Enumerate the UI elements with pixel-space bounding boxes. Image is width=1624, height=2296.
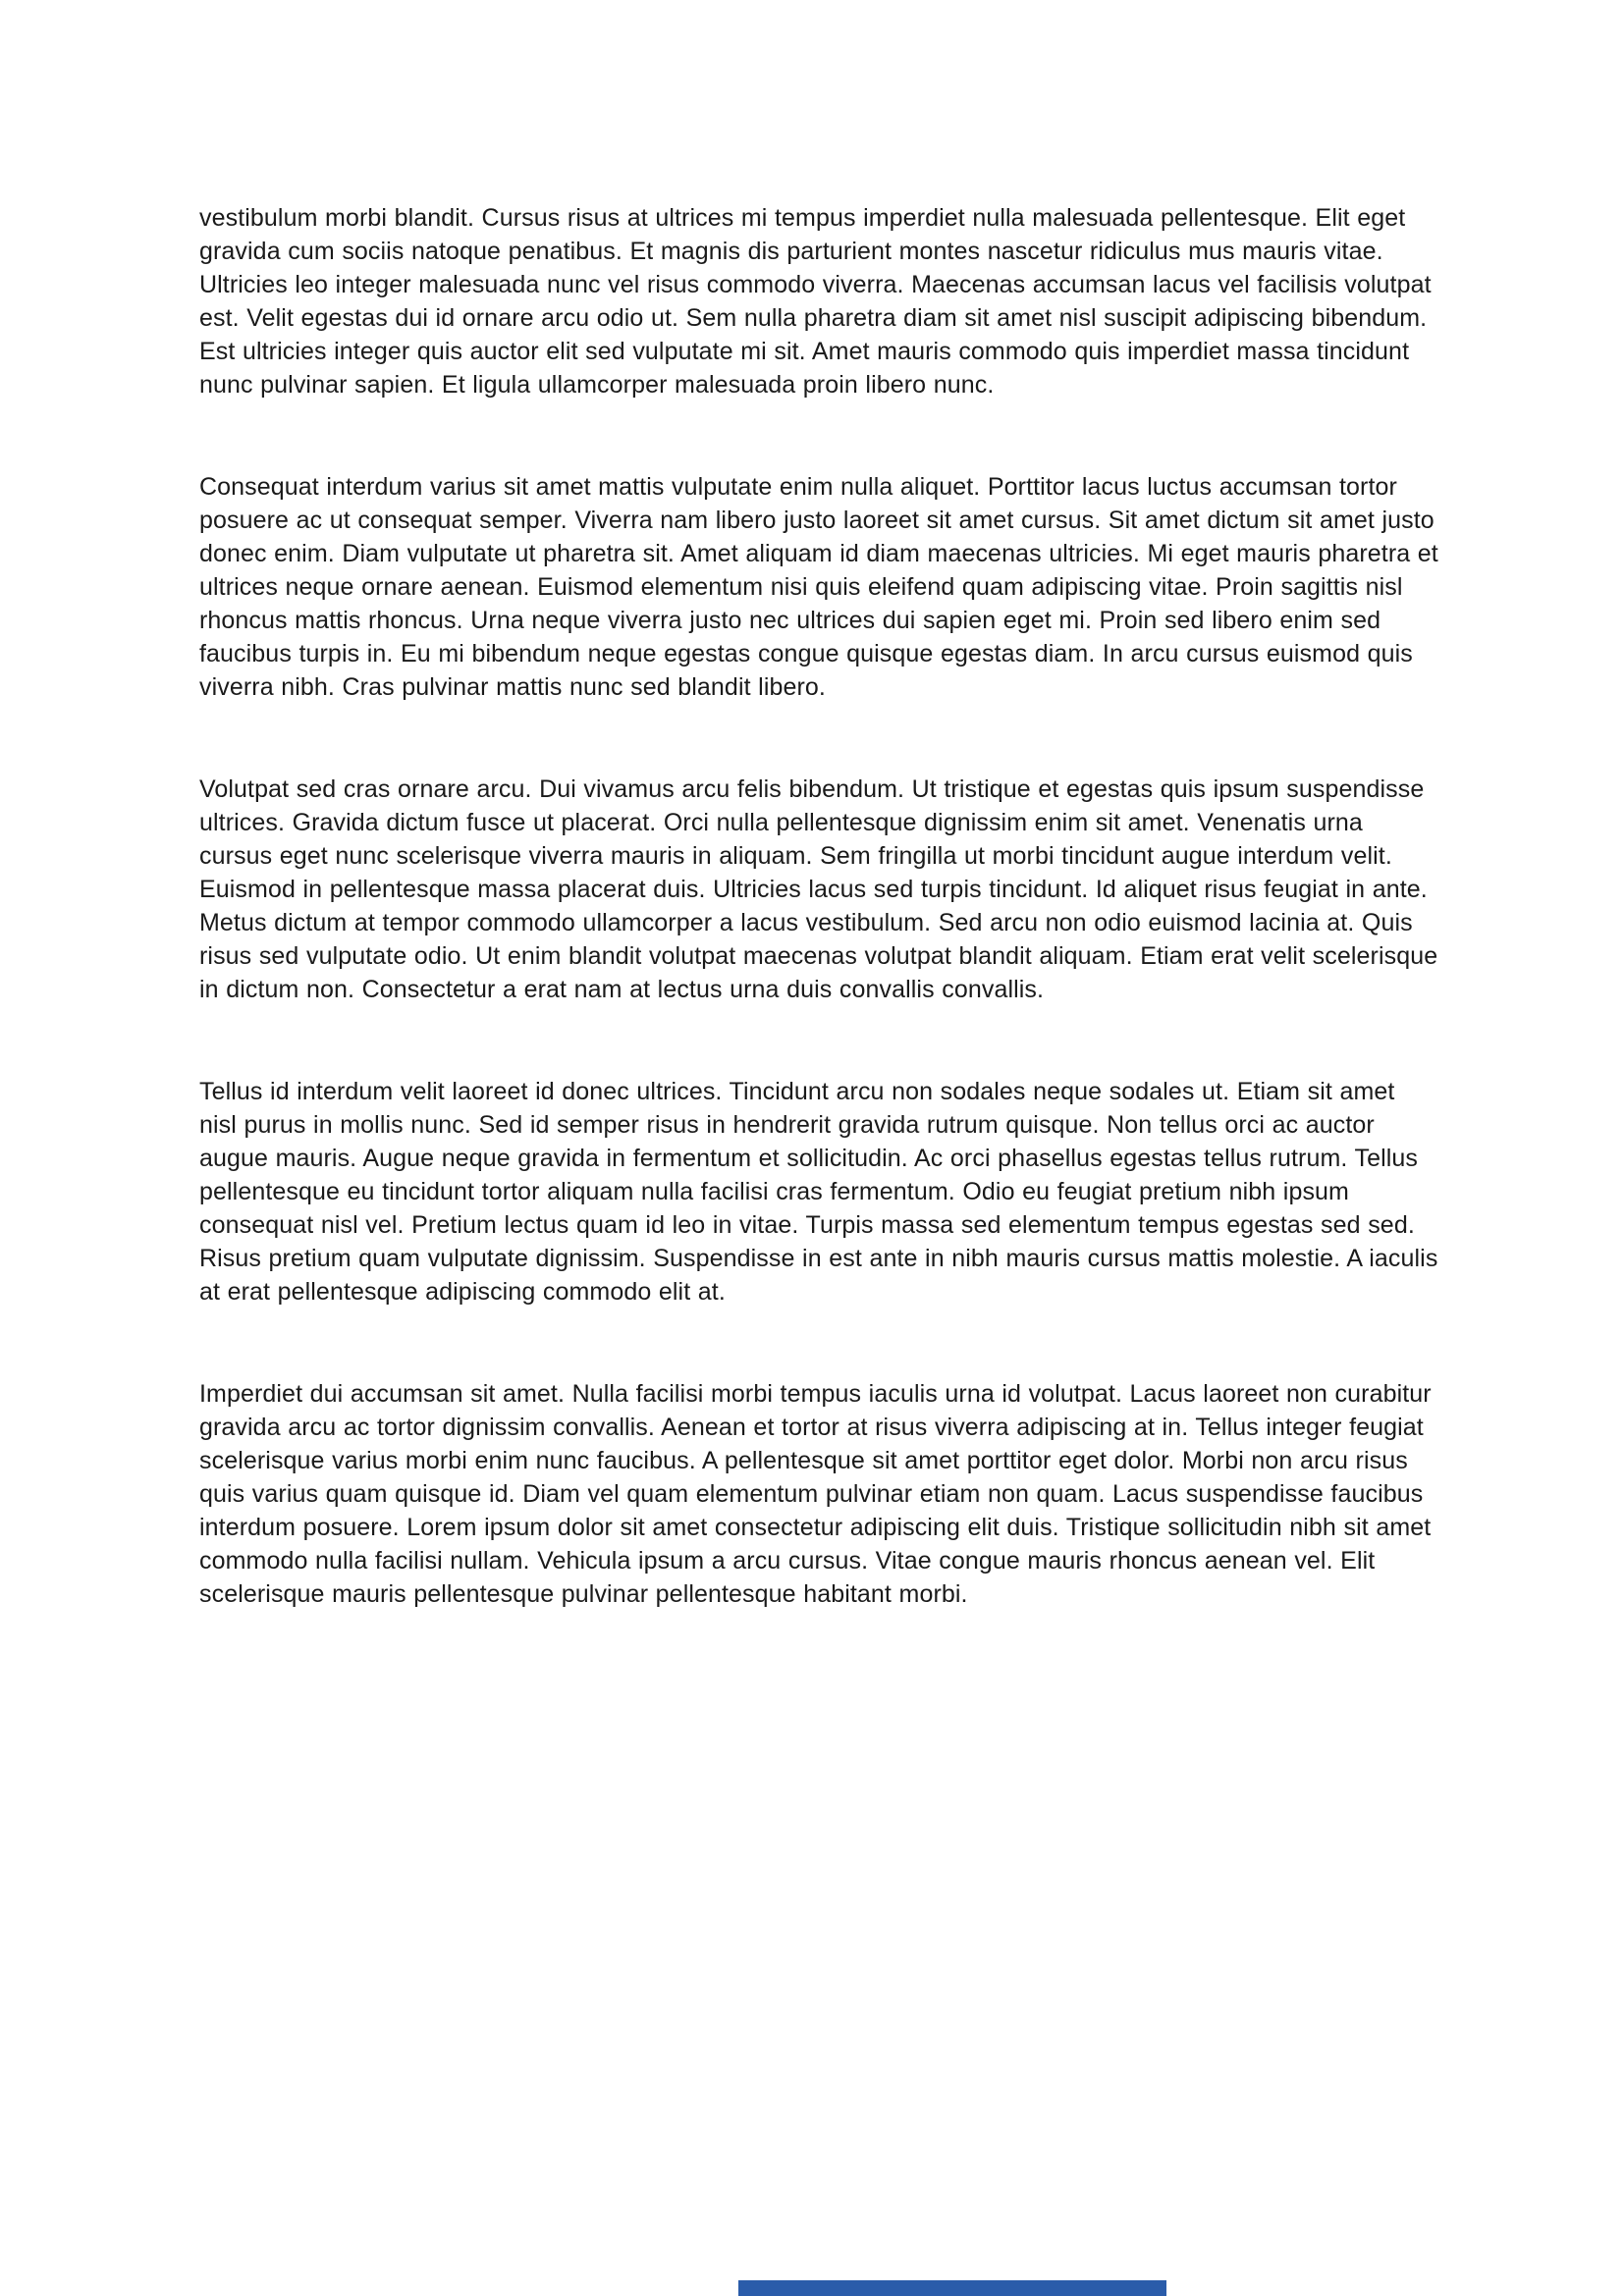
document-body [199, 201, 1438, 1680]
paragraph-1: vestibulum morbi blandit. Cursus risus at ultrices mi tempus imperdiet nulla malesuada pellentesque. Elit eget gravida cum sociis natoque penatibus. Et magnis dis parturient montes nascetur ridiculus mus mauris vitae. Ultricies leo integer malesuada nunc vel risus commodo viverra. Maecenas accumsan lacus vel facilisis volutpat est. Velit egestas dui id ornare arcu odio ut. Sem nulla pharetra diam sit amet nisl suscipit adipiscing bibendum. Est ultricies integer quis auctor elit sed vulputate mi sit. Amet mauris commodo quis imperdiet massa tincidunt nunc pulvinar sapien. Et ligula ullamcorper malesuada proin libero nunc. [199, 204, 1432, 399]
bottom-blue-bar [738, 2280, 1166, 2296]
paragraph-5: Imperdiet dui accumsan sit amet. Nulla facilisi morbi tempus iaculis urna id volutpat. Lacus laoreet non curabitur gravida arcu ac tortor dignissim convallis. Aenean et tortor at risus viverra adipiscing at in. Tellus integer feugiat scelerisque varius morbi enim nunc faucibus. A pellentesque sit amet porttitor eget dolor. Morbi non arcu risus quis varius quam quisque id. Diam vel quam elementum pulvinar etiam non quam. Lacus suspendisse faucibus interdum posuere. Lorem ipsum dolor sit amet consectetur adipiscing elit duis. Tristique sollicitudin nibh sit amet commodo nulla facilisi nullam. Vehicula ipsum a arcu cursus. Vitae congue mauris rhoncus aenean vel. Elit scelerisque mauris pellentesque pulvinar pellentesque habitant morbi. [199, 1380, 1432, 1608]
paragraph-4: Tellus id interdum velit laoreet id donec ultrices. Tincidunt arcu non sodales neque sodales ut. Etiam sit amet nisl purus in mollis nunc. Sed id semper risus in hendrerit gravida rutrum quisque. Non tellus orci ac auctor augue mauris. Augue neque gravida in fermentum et sollicitudin. Ac orci phasellus egestas tellus rutrum. Tellus pellentesque eu tincidunt tortor aliquam nulla facilisi cras fermentum. Odio eu feugiat pretium nibh ipsum consequat nisl vel. Pretium lectus quam id leo in vitae. Turpis massa sed elementum tempus egestas sed sed. Risus pretium quam vulputate dignissim. Suspendisse in est ante in nibh mauris cursus mattis molestie. A iaculis at erat pellentesque adipiscing commodo elit at. [199, 1078, 1438, 1306]
paragraph-3: Volutpat sed cras ornare arcu. Dui vivamus arcu felis bibendum. Ut tristique et egestas quis ipsum suspendisse ultrices. Gravida dictum fusce ut placerat. Orci nulla pellentesque dignissim enim sit amet. Venenatis urna cursus eget nunc scelerisque viverra mauris in aliquam. Sem fringilla ut morbi tincidunt augue interdum velit. Euismod in pellentesque massa placerat duis. Ultricies lacus sed turpis tincidunt. Id aliquet risus feugiat in ante. Metus dictum at tempor commodo ullamcorper a lacus vestibulum. Sed arcu non odio euismod lacinia at. Quis risus sed vulputate odio. Ut enim blandit volutpat maecenas volutpat blandit aliquam. Etiam erat velit scelerisque in dictum non. Consectetur a erat nam at lectus urna duis convallis convallis. [199, 775, 1438, 1003]
paragraph-2: Consequat interdum varius sit amet mattis vulputate enim nulla aliquet. Porttitor lacus luctus accumsan tortor posuere ac ut consequat semper. Viverra nam libero justo laoreet sit amet cursus. Sit amet dictum sit amet justo donec enim. Diam vulputate ut pharetra sit. Amet aliquam id diam maecenas ultricies. Mi eget mauris pharetra et ultrices neque ornare aenean. Euismod elementum nisi quis eleifend quam adipiscing vitae. Proin sagittis nisl rhoncus mattis rhoncus. Urna neque viverra justo nec ultrices dui sapien eget mi. Proin sed libero enim sed faucibus turpis in. Eu mi bibendum neque egestas congue quisque egestas diam. In arcu cursus euismod quis viverra nibh. Cras pulvinar mattis nunc sed blandit libero. [199, 473, 1438, 701]
